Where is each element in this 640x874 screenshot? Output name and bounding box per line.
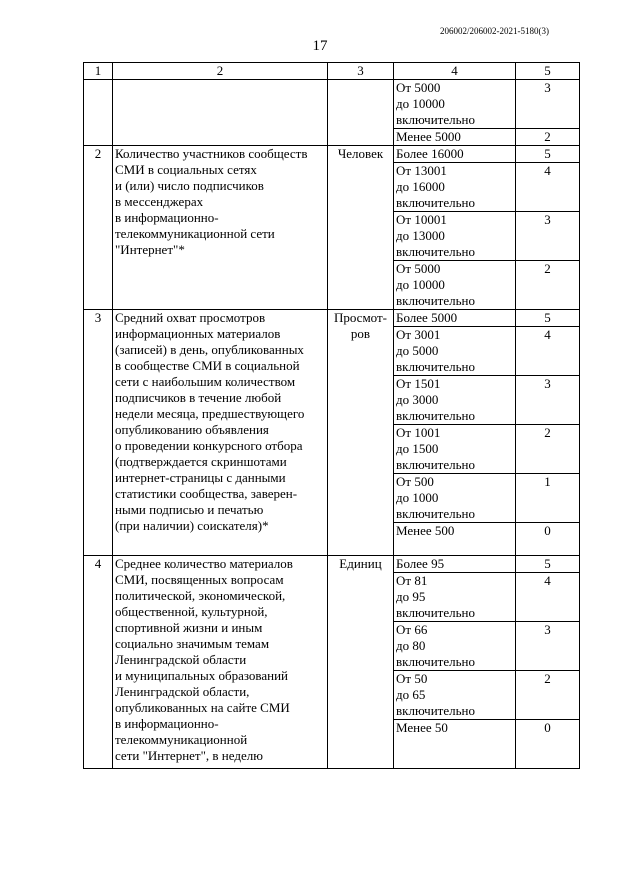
- range-cell: Более 95: [394, 556, 516, 573]
- score-cell: 3: [516, 80, 580, 129]
- range-cell: От 81 до 95 включительно: [394, 573, 516, 622]
- score-cell: 3: [516, 212, 580, 261]
- range-cell: От 50 до 65 включительно: [394, 671, 516, 720]
- range-cell: От 3001 до 5000 включительно: [394, 327, 516, 376]
- score-cell: 0: [516, 523, 580, 556]
- criterion-number: 2: [84, 146, 113, 310]
- score-cell: 5: [516, 310, 580, 327]
- document-id: 206002/206002-2021-5180(3): [440, 26, 549, 36]
- range-cell: Менее 50: [394, 720, 516, 769]
- range-cell: Менее 500: [394, 523, 516, 556]
- table-row: [84, 556, 580, 573]
- criteria-table: [83, 62, 580, 769]
- range-cell: От 13001 до 16000 включительно: [394, 163, 516, 212]
- header-col-3: 3: [328, 63, 394, 80]
- unit-cell: [328, 80, 394, 146]
- range-cell: От 500 до 1000 включительно: [394, 474, 516, 523]
- unit-cell: Человек: [328, 146, 394, 310]
- unit-cell: Единиц: [328, 556, 394, 769]
- page-number: 17: [312, 38, 328, 54]
- header-col-4: 4: [394, 63, 516, 80]
- range-cell: Более 16000: [394, 146, 516, 163]
- score-cell: 4: [516, 573, 580, 622]
- score-cell: 5: [516, 146, 580, 163]
- score-cell: 0: [516, 720, 580, 769]
- score-cell: 2: [516, 671, 580, 720]
- header-col-1: 1: [84, 63, 113, 80]
- range-cell: От 1001 до 1500 включительно: [394, 425, 516, 474]
- table-row: [84, 80, 580, 129]
- range-cell: От 66 до 80 включительно: [394, 622, 516, 671]
- score-cell: 4: [516, 327, 580, 376]
- criterion-text: Среднее количество материалов СМИ, посвященных вопросам политической, экономической, общественной, культурной, спортивной жизни и иным социально значимым темам Ленинградской области и муниципальных образований Ленинградской области, опубликованных на сайте СМИ в информационно- телекоммуникационной сети "Интернет", в неделю: [113, 556, 328, 769]
- score-cell: 3: [516, 376, 580, 425]
- table-row: [84, 146, 580, 163]
- header-col-2: 2: [113, 63, 328, 80]
- range-cell: От 10001 до 13000 включительно: [394, 212, 516, 261]
- range-cell: От 5000 до 10000 включительно: [394, 80, 516, 129]
- criterion-text: Количество участников сообществ СМИ в социальных сетях и (или) число подписчиков в мессенджерах в информационно- телекоммуникационной сети "Интернет"*: [113, 146, 328, 310]
- criterion-number: 3: [84, 310, 113, 556]
- score-cell: 4: [516, 163, 580, 212]
- criterion-text: [113, 80, 328, 146]
- range-cell: От 1501 до 3000 включительно: [394, 376, 516, 425]
- range-cell: Более 5000: [394, 310, 516, 327]
- score-cell: 2: [516, 129, 580, 146]
- criterion-text: Средний охват просмотров информационных материалов (записей) в день, опубликованных в сообществе СМИ в социальной сети с наибольшим количеством подписчиков в течение любой недели месяца, предшествующего опубликованию объявления о проведении конкурсного отбора (подтверждается скриншотами интернет-страницы с данными статистики сообщества, заверен- ными подписью и печатью (при наличии) соискателя)*: [113, 310, 328, 556]
- range-cell: От 5000 до 10000 включительно: [394, 261, 516, 310]
- score-cell: 1: [516, 474, 580, 523]
- score-cell: 2: [516, 425, 580, 474]
- table-row: [84, 310, 580, 327]
- criterion-number: [84, 80, 113, 146]
- criterion-number: 4: [84, 556, 113, 769]
- header-row: [84, 63, 580, 80]
- score-cell: 3: [516, 622, 580, 671]
- score-cell: 5: [516, 556, 580, 573]
- header-col-5: 5: [516, 63, 580, 80]
- range-cell: Менее 5000: [394, 129, 516, 146]
- unit-cell: Просмот- ров: [328, 310, 394, 556]
- score-cell: 2: [516, 261, 580, 310]
